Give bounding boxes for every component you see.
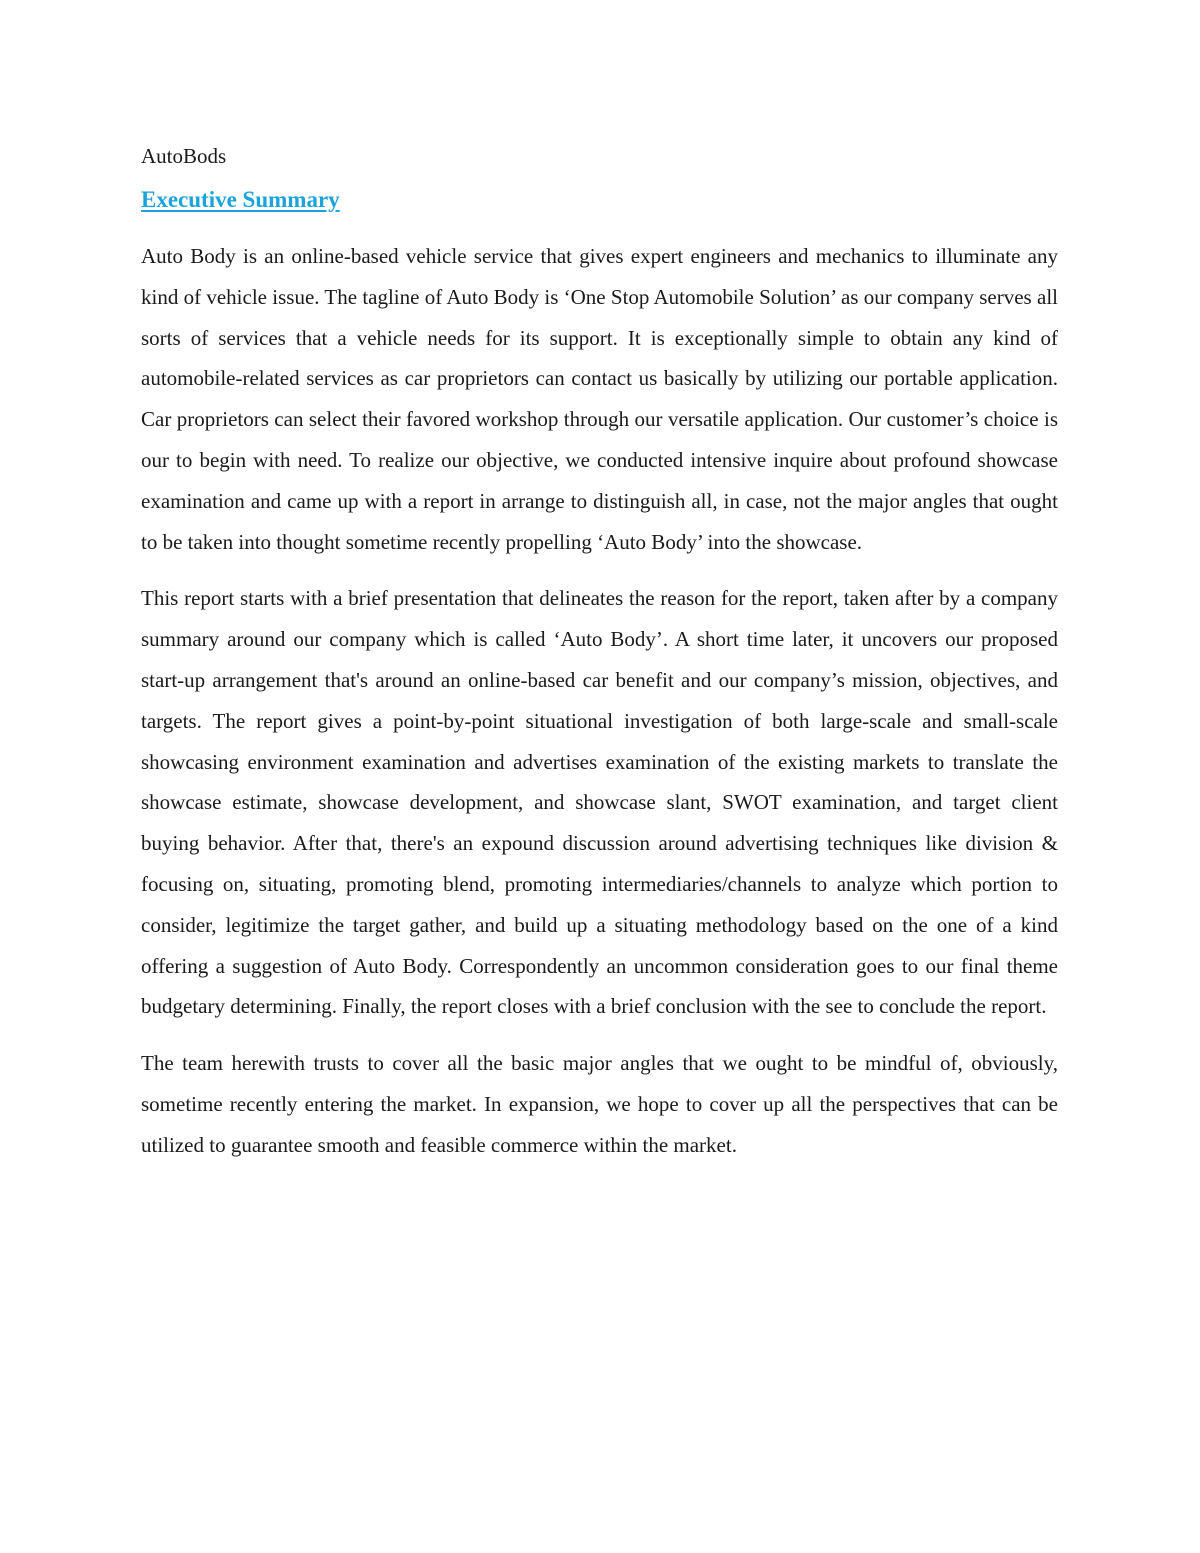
paragraph-1: Auto Body is an online-based vehicle service that gives expert engineers and mechanics to illuminate any kind of vehicle issue. The tagline of Auto Body is ‘One Stop Automobile Solution’ as our company serves all sorts of services that a vehicle needs for its support. It is exceptionally simple to obtain any kind of automobile-related services as car proprietors can contact us basically by utilizing our portable application. Car proprietors can select their favored workshop through our versatile application. Our customer’s choice is our to begin with need. To realize our objective, we conducted intensive inquire about profound showcase examination and came up with a report in arrange to distinguish all, in case, not the major angles that ought to be taken into thought sometime recently propelling ‘Auto Body’ into the showcase. xyxy=(141,244,1058,554)
document-label: AutoBods xyxy=(141,144,227,168)
document-body xyxy=(141,140,1058,1182)
paragraph-3: The team herewith trusts to cover all the basic major angles that we ought to be mindful of, obviously, sometime recently entering the market. In expansion, we hope to cover up all the perspectives that can be utilized to guarantee smooth and feasible commerce within the market. xyxy=(141,1051,1058,1157)
section-heading-executive-summary: Executive Summary xyxy=(141,187,340,212)
paragraph-2: This report starts with a brief presentation that delineates the reason for the report, taken after by a company summary around our company which is called ‘Auto Body’. A short time later, it uncovers our proposed start-up arrangement that's around an online-based car benefit and our company’s mission, objectives, and targets. The report gives a point-by-point situational investigation of both large-scale and small-scale showcasing environment examination and advertises examination of the existing markets to translate the showcase estimate, showcase development, and showcase slant, SWOT examination, and target client buying behavior. After that, there's an expound discussion around advertising techniques like division & focusing on, situating, promoting blend, promoting intermediaries/channels to analyze which portion to consider, legitimize the target gather, and build up a situating methodology based on the one of a kind offering a suggestion of Auto Body. Correspondently an uncommon consideration goes to our final theme budgetary determining. Finally, the report closes with a brief conclusion with the see to conclude the report. xyxy=(141,586,1058,1019)
